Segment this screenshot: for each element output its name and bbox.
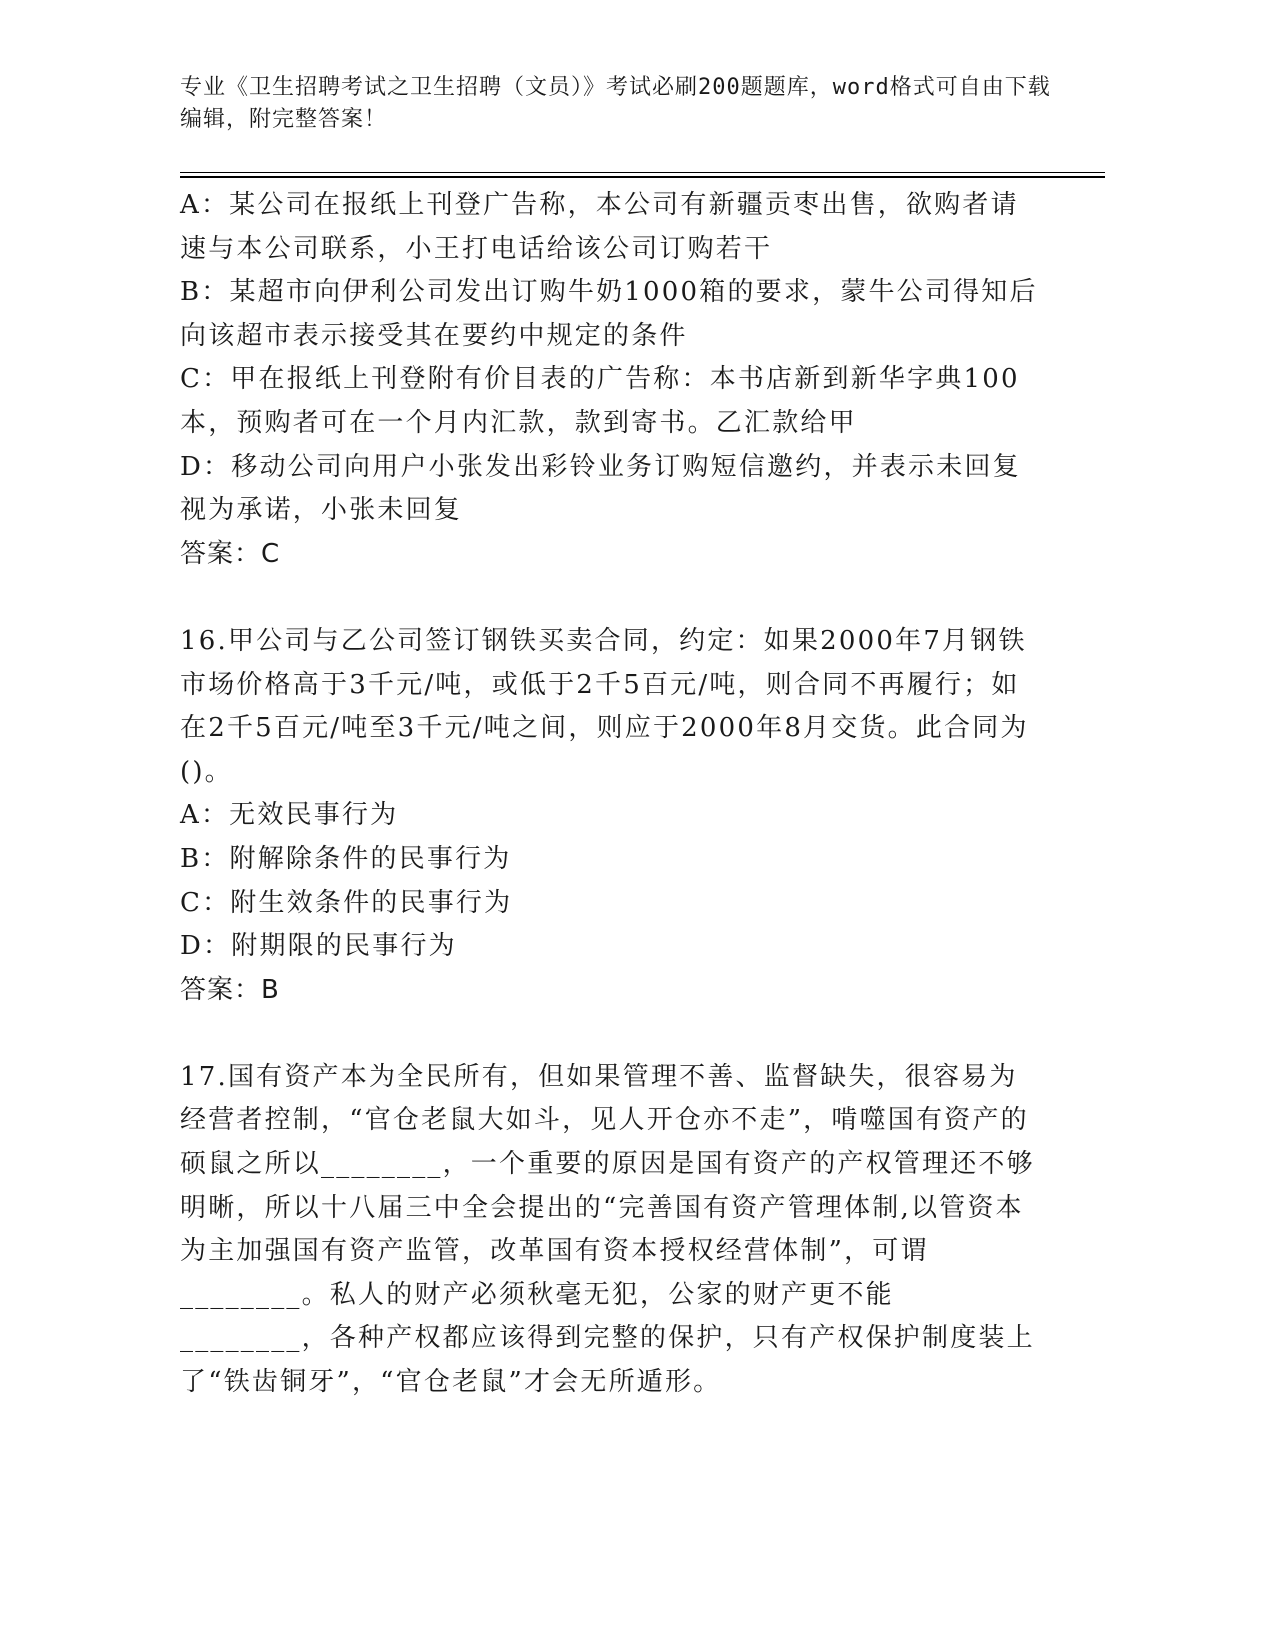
q15-option-c: C：甲在报纸上刊登附有价目表的广告称：本书店新到新华字典100本，预购者可在一个月内汇款，款到寄书。乙汇款给甲 xyxy=(180,364,1020,438)
document-header xyxy=(180,72,1060,136)
header-title: 专业《卫生招聘考试之卫生招聘（文员）》考试必刷200题题库，word格式可自由下载编辑，附完整答案！ xyxy=(180,75,1051,132)
question-spacer xyxy=(180,576,1040,620)
question-16 xyxy=(180,620,1040,1012)
q16-answer: 答案：B xyxy=(180,974,280,1005)
q16-option-d: D：附期限的民事行为 xyxy=(180,931,457,962)
header-divider-thin xyxy=(180,172,1105,173)
q15-option-b: B：某超市向伊利公司发出订购牛奶1000箱的要求，蒙牛公司得知后向该超市表示接受其在要约中规定的条件 xyxy=(180,277,1038,351)
q15-option-d: D：移动公司向用户小张发出彩铃业务订购短信邀约，并表示未回复视为承诺，小张未回复 xyxy=(180,451,1021,526)
document-body xyxy=(180,184,1040,1405)
q17-stem: 17.国有资产本为全民所有，但如果管理不善、监督缺失，很容易为经营者控制，“官仓老鼠大如斗，见人开仓亦不走”，啃噬国有资产的硕鼠之所以________，一个重要的原因是国有资产的产权管理还不够明晰，所以十八届三中全会提出的“完善国有资产管理体制,以管资本为主加强国有资产监管，改革国有资本授权经营体制”，可谓________。私人的财产必须秋毫无犯，公家的财产更不能________，各种产权都应该得到完整的保护，只有产权保护制度装上了“铁齿铜牙”，“官仓老鼠”才会无所遁形。 xyxy=(180,1061,1035,1398)
q15-option-a: A：某公司在报纸上刊登广告称，本公司有新疆贡枣出售，欲购者请速与本公司联系，小王打电话给该公司订购若干 xyxy=(180,190,1019,264)
header-divider-thick xyxy=(180,176,1105,178)
q16-option-b: B：附解除条件的民事行为 xyxy=(180,843,512,874)
q16-option-c: C：附生效条件的民事行为 xyxy=(180,887,513,918)
q16-stem: 16.甲公司与乙公司签订钢铁买卖合同，约定：如果2000年7月钢铁市场价格高于3千元/吨，或低于2千5百元/吨，则合同不再履行；如在2千5百元/吨至3千元/吨之间，则应于2000年8月交货。此合同为()。 xyxy=(180,625,1029,787)
question-spacer xyxy=(180,1012,1040,1056)
q15-answer: 答案：C xyxy=(180,538,281,569)
q16-option-a: A：无效民事行为 xyxy=(180,800,399,831)
question-17 xyxy=(180,1056,1040,1405)
question-15-continued xyxy=(180,184,1040,576)
